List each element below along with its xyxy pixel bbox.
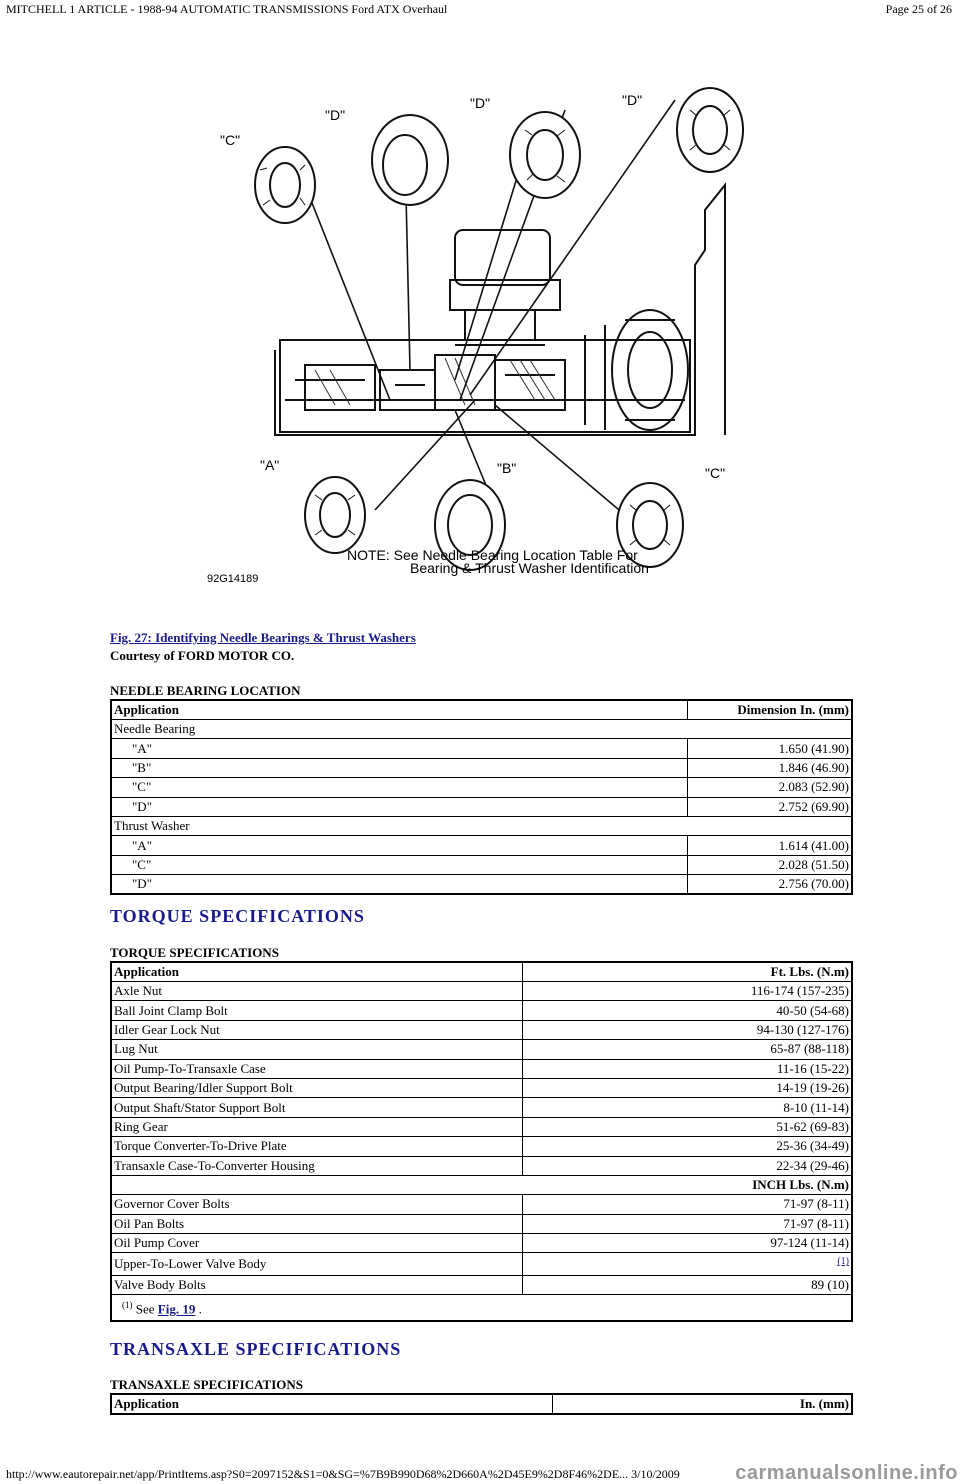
footnote-ref-link[interactable]: (1) (837, 1256, 849, 1268)
footer-url: http://www.eautorepair.net/app/PrintItems.asp?S0=2097152&S1=0&SG=%7B9B990D68%2D660A%2D45E9%2D8F46%2DE... 3/10/2009 (6, 1467, 680, 1481)
col-in-mm: In. (mm) (552, 1394, 852, 1414)
figure-label-c-bottom: "C" (705, 465, 726, 481)
torque-table-title: TORQUE SPECIFICATIONS (110, 945, 279, 960)
needle-bearing-illustration (205, 70, 765, 595)
figure-label-d-top-3: "D" (622, 92, 643, 108)
table-row: Oil Pan Bolts 71-97 (8-11) (111, 1214, 852, 1233)
col-dimension: Dimension In. (mm) (687, 700, 852, 720)
footnote-row (111, 1295, 852, 1321)
footnote-text: See (135, 1301, 155, 1317)
table-row: "C" 2.083 (52.90) (111, 778, 852, 797)
table-row: "A" 1.614 (41.00) (111, 836, 852, 855)
torque-spec-table (110, 961, 853, 1322)
needle-bearing-table (110, 699, 853, 895)
document-header-title: MITCHELL 1 ARTICLE - 1988-94 AUTOMATIC TRANSMISSIONS Ford ATX Overhaul (6, 2, 448, 16)
figure-label-a-bottom: "A" (260, 457, 280, 473)
table-row: Torque Converter-To-Drive Plate 25-36 (34-49) (111, 1137, 852, 1156)
page-number: Page 25 of 26 (885, 2, 952, 16)
figure-label-b-bottom: "B" (497, 460, 517, 476)
transaxle-spec-table (110, 1393, 853, 1415)
figure-code: 92G14189 (207, 573, 259, 585)
table-row: Transaxle Case-To-Converter Housing 22-34 (29-46) (111, 1156, 852, 1175)
table-row: Governor Cover Bolts 71-97 (8-11) (111, 1195, 852, 1214)
table-row: "D" 2.752 (69.90) (111, 797, 852, 816)
table-group-row: Needle Bearing (111, 720, 852, 739)
table-row: Lug Nut 65-87 (88-118) (111, 1040, 852, 1059)
torque-section-heading: TORQUE SPECIFICATIONS (110, 906, 365, 926)
footnote-end: . (198, 1301, 202, 1317)
table-row: Oil Pump-To-Transaxle Case 11-16 (15-22) (111, 1059, 852, 1078)
table-row: Output Bearing/Idler Support Bolt 14-19 (19-26) (111, 1078, 852, 1097)
table-row: Idler Gear Lock Nut 94-130 (127-176) (111, 1020, 852, 1039)
table-row: "A" 1.650 (41.90) (111, 739, 852, 758)
col-ft-lbs: Ft. Lbs. (N.m) (522, 962, 852, 982)
watermark-logo: carmanualsonline.info (735, 1462, 958, 1484)
col-application: Application (111, 700, 687, 720)
table-group-row: Thrust Washer (111, 816, 852, 835)
transaxle-section-heading: TRANSAXLE SPECIFICATIONS (110, 1339, 402, 1359)
figure-label-d-top-2: "D" (470, 95, 491, 111)
table-header-row (111, 1394, 852, 1414)
table-row: Valve Body Bolts 89 (10) (111, 1275, 852, 1294)
table-row: Ring Gear 51-62 (69-83) (111, 1117, 852, 1136)
needle-table-title: NEEDLE BEARING LOCATION (110, 683, 301, 698)
figure-label-d-top-1: "D" (325, 107, 346, 123)
figure-courtesy: Courtesy of FORD MOTOR CO. (110, 648, 295, 663)
table-unit-row: INCH Lbs. (N.m) (111, 1175, 852, 1194)
col-application: Application (111, 1394, 552, 1414)
table-row: Axle Nut 116-174 (157-235) (111, 982, 852, 1001)
table-row: Output Shaft/Stator Support Bolt 8-10 (11-14) (111, 1098, 852, 1117)
table-row: Oil Pump Cover 97-124 (11-14) (111, 1234, 852, 1253)
table-row: "C" 2.028 (51.50) (111, 855, 852, 874)
table-row: "D" 2.756 (70.00) (111, 875, 852, 895)
transaxle-table-title: TRANSAXLE SPECIFICATIONS (110, 1377, 303, 1392)
figure-label-c-top-left: "C" (220, 132, 241, 148)
figure-note-line1: NOTE: See Needle Bearing Location Table For (347, 547, 638, 563)
figure-caption-link[interactable]: Fig. 27: Identifying Needle Bearings & Thrust Washers (110, 630, 416, 645)
figure-note-line2: Bearing & Thrust Washer Identification (410, 560, 649, 576)
table-row: "B" 1.846 (46.90) (111, 758, 852, 777)
table-row: Ball Joint Clamp Bolt 40-50 (54-68) (111, 1001, 852, 1020)
table-row: Upper-To-Lower Valve Body $^{(1)}$ (111, 1253, 852, 1275)
table-header-row (111, 700, 852, 720)
table-header-row (111, 962, 852, 982)
footnote-fig-link[interactable]: Fig. 19 (157, 1301, 196, 1317)
col-application: Application (111, 962, 522, 982)
footnote-mark: (1) (122, 1300, 133, 1311)
